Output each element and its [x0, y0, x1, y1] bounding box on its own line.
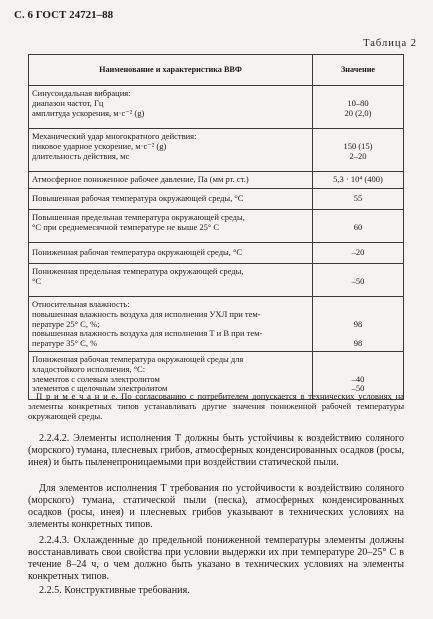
row-name-line: Пониженная рабочая температура окружающей среды, °С — [32, 247, 243, 258]
row-value-line: 10–80 — [347, 97, 369, 108]
row-value-cell — [313, 297, 404, 352]
row-name-line: Повышенная рабочая температура окружающей среды, °С — [32, 193, 244, 204]
table-header-row — [29, 55, 404, 86]
row-value-line: –40 — [351, 373, 365, 384]
row-name-line: элементов с щелочным электролитом — [32, 383, 168, 394]
row-name-cell — [29, 297, 313, 352]
row-name-line: повышенная влажность воздуха для исполнения Т и В при тем- — [32, 328, 263, 339]
row-value-line: 98 — [353, 318, 363, 329]
row-value-cell — [313, 210, 404, 243]
row-name-cell — [29, 243, 313, 264]
table-row — [29, 189, 404, 210]
row-name-line: элементов с солевым электролитом — [32, 373, 160, 384]
row-name-line: Синусоидальная вибрация: — [32, 88, 131, 98]
paragraph-2-2-5: 2.2.5. Конструктивные требования. — [39, 585, 190, 596]
row-name-line: диапазон частот, Гц — [32, 97, 104, 108]
row-name-line: Пониженная рабочая температура окружающей среды для — [32, 354, 244, 364]
table-row — [29, 86, 404, 129]
row-value-cell — [313, 243, 404, 264]
row-value-cell — [313, 129, 404, 172]
paragraph-2-2-4-3: 2.2.4.3. Охлажденные до предельной пониженной температуры элементы должны восстанавливать свои свойства при условии выдержки их при температуре 20–25° С в течение 8–24 ч, о чем должно быть указано в технических условиях на элементы конкретных типов. — [28, 535, 404, 583]
row-name-cell — [29, 86, 313, 129]
paragraph-t-execution: Для элементов исполнения Т требования по устойчивости к воздействию соляного (морского) тумана, статической пыли (песка), атмосферных конденсированных осадков (росы, инея) и плесневых грибов указывают в технических условиях на элементы конкретных типов. — [28, 483, 404, 531]
row-name-cell — [29, 210, 313, 243]
table-note: П р и м е ч а н и е. По согласованию с потребителем допускается в технических условиях на элементы конкретных типов устанавливать другие значения пониженной рабочей температуры окружающей среды. — [28, 391, 404, 421]
row-name-line: Атмосферное пониженное рабочее давление, Па (мм рт. ст.) — [32, 174, 249, 185]
row-name-line: амплитуда ускорения, м·с⁻² (g) — [32, 107, 145, 118]
row-value-line: 2–20 — [349, 150, 367, 161]
row-name-line: Пониженная предельная температура окружающей среды, — [32, 266, 244, 276]
row-name-line: длительность действия, мс — [32, 150, 130, 161]
row-value-line: –20 — [351, 247, 365, 258]
table-row — [29, 210, 404, 243]
row-value-cell — [313, 264, 404, 297]
row-name-line: пературе 25° С, %; — [32, 318, 100, 329]
row-value-line: 20 (2,0) — [344, 107, 372, 118]
row-name-line: °С при среднемесячной температуре не выше 25° С — [32, 221, 220, 232]
row-value-line: –50 — [351, 383, 365, 394]
table-row — [29, 243, 404, 264]
row-name-line: Механический удар многократного действия: — [32, 131, 197, 141]
table-row — [29, 129, 404, 172]
row-value-line: –50 — [351, 275, 365, 286]
row-value-line: 55 — [353, 193, 363, 204]
row-name-line: Повышенная предельная температура окружающей среды, — [32, 212, 245, 222]
column-header-value: Значение — [313, 55, 404, 86]
row-value-cell — [313, 86, 404, 129]
specifications-table — [28, 54, 404, 400]
row-name-cell — [29, 129, 313, 172]
row-name-line: пературе 35° С, % — [32, 338, 98, 349]
table-row — [29, 264, 404, 297]
row-value-cell — [313, 172, 404, 189]
column-header-name: Наименование и характеристика ВВФ — [29, 55, 313, 86]
row-name-line: повышенная влажность воздуха для исполнения УХЛ при тем- — [32, 308, 261, 319]
table-label: Таблица 2 — [363, 38, 417, 49]
row-name-line: Относительная влажность: — [32, 299, 130, 309]
row-value-line: 98 — [353, 338, 363, 349]
row-name-line: °С — [32, 275, 42, 286]
row-name-cell — [29, 189, 313, 210]
page-header: С. 6 ГОСТ 24721–88 — [14, 9, 114, 21]
paragraph-2-2-4-2: 2.2.4.2. Элементы исполнения Т должны быть устойчивы к воздействию соляного (морского) тумана, плесневых грибов, атмосферных конденсированных осадков (росы, инея) и быть пыленепроницаемыми при воздействии статической пыли. — [28, 433, 404, 469]
row-value-line: 60 — [353, 221, 363, 232]
row-value-cell — [313, 189, 404, 210]
table-row — [29, 172, 404, 189]
row-name-cell — [29, 264, 313, 297]
row-name-line: хладостойкого исполнения, °С: — [32, 363, 146, 374]
row-name-cell — [29, 172, 313, 189]
row-name-line: пиковое ударное ускорение, м·с⁻² (g) — [32, 140, 167, 151]
table-row — [29, 297, 404, 352]
row-value-line: 5,3 · 10⁴ (400) — [333, 174, 383, 185]
row-value-line: 150 (15) — [343, 140, 373, 151]
